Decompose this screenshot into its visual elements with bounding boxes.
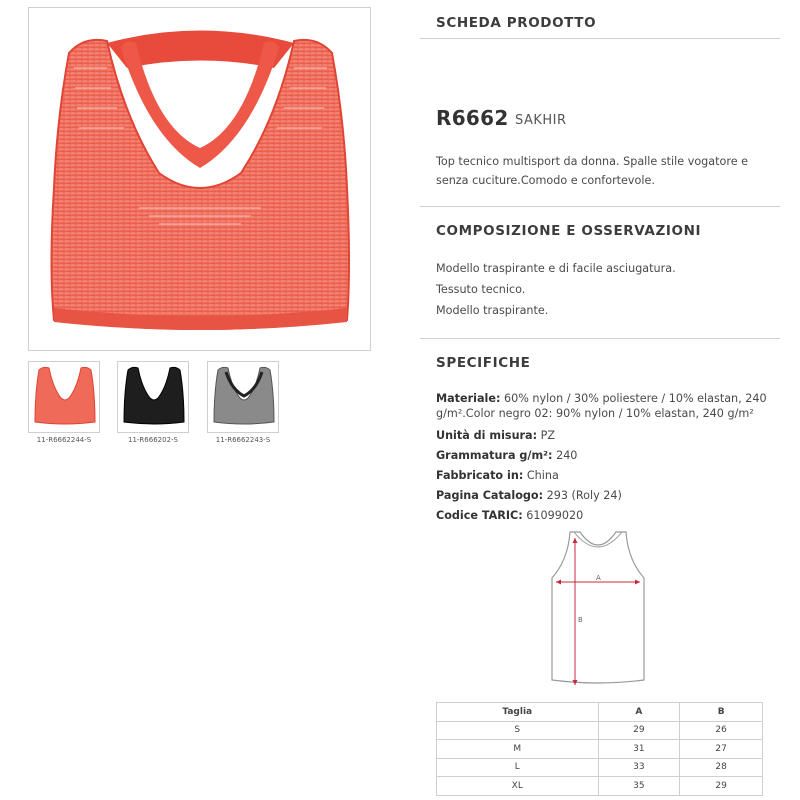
size-diagram [548,530,648,694]
diagram-label-b: B [578,616,583,624]
table-row [437,740,763,759]
sports-bra-image [29,8,372,352]
spec-label: Grammatura g/m²: [436,449,553,462]
description-line: Top tecnico multisport da donna. Spalle stile vogatore e [436,155,749,168]
spec-catalog-page [436,488,768,503]
section-title-specs: SPECIFICHE [436,355,531,371]
spec-made-in [436,468,768,483]
sports-bra-coral-icon [29,362,101,434]
product-name: SAKHIR [515,113,567,128]
divider [420,38,780,39]
sports-bra-black-icon [118,362,190,434]
section-title-product-sheet: SCHEDA PRODOTTO [436,15,597,31]
size-table [436,702,763,796]
main-product-image[interactable] [28,7,371,351]
divider [420,338,780,339]
table-cell: 28 [680,758,763,777]
thumbnail-coral[interactable] [28,361,100,433]
table-row [437,758,763,777]
spec-label: Codice TARIC: [436,509,523,522]
spec-value: 60% nylon / 30% poliestere / 10% elastan, 240 [500,392,767,405]
thumbnail-caption: 11-R666202-S [128,436,178,444]
spec-value: 240 [552,449,578,462]
composition-line: Tessuto tecnico. [436,283,526,296]
thumbnail-black[interactable] [117,361,189,433]
table-header: A [598,703,680,722]
spec-value: PZ [537,429,556,442]
spec-value: 293 (Roly 24) [543,489,622,502]
table-cell: L [437,758,599,777]
spec-value: China [523,469,559,482]
table-cell: 29 [680,777,763,796]
table-row [437,777,763,796]
composition-line: Modello traspirante e di facile asciugatura. [436,262,676,275]
table-header-row [437,703,763,722]
tank-top-measurement-icon [548,530,648,690]
section-title-composition: COMPOSIZIONE E OSSERVAZIONI [436,223,702,239]
description-line: senza cuciture.Comodo e confortevole. [436,174,655,187]
spec-value: g/m².Color negro 02: 90% nylon / 10% elastan, 240 g/m² [436,407,754,420]
spec-value: 61099020 [522,509,584,522]
spec-label: Fabbricato in: [436,469,524,482]
product-code: R6662 [436,106,509,130]
table-cell: 29 [598,721,680,740]
spec-label: Unità di misura: [436,429,538,442]
spec-unit [436,428,768,443]
table-cell: 35 [598,777,680,796]
table-header: Taglia [437,703,599,722]
table-cell: 27 [680,740,763,759]
table-row [437,721,763,740]
sports-bra-grey-icon [208,362,280,434]
table-cell: XL [437,777,599,796]
table-cell: 31 [598,740,680,759]
product-description [436,152,768,190]
spec-weight [436,448,768,463]
composition-line: Modello traspirante. [436,304,549,317]
table-cell: S [437,721,599,740]
spec-taric [436,508,768,523]
table-cell: 26 [680,721,763,740]
diagram-label-a: A [596,574,601,582]
divider [420,206,780,207]
thumbnail-grey[interactable] [207,361,279,433]
spec-material [436,391,768,421]
spec-label: Pagina Catalogo: [436,489,544,502]
table-cell: 33 [598,758,680,777]
table-cell: M [437,740,599,759]
thumbnail-caption: 11-R6662244-S [36,436,92,444]
spec-label: Materiale: [436,392,501,405]
table-header: B [680,703,763,722]
thumbnail-caption: 11-R6662243-S [215,436,271,444]
composition-notes [436,258,768,321]
